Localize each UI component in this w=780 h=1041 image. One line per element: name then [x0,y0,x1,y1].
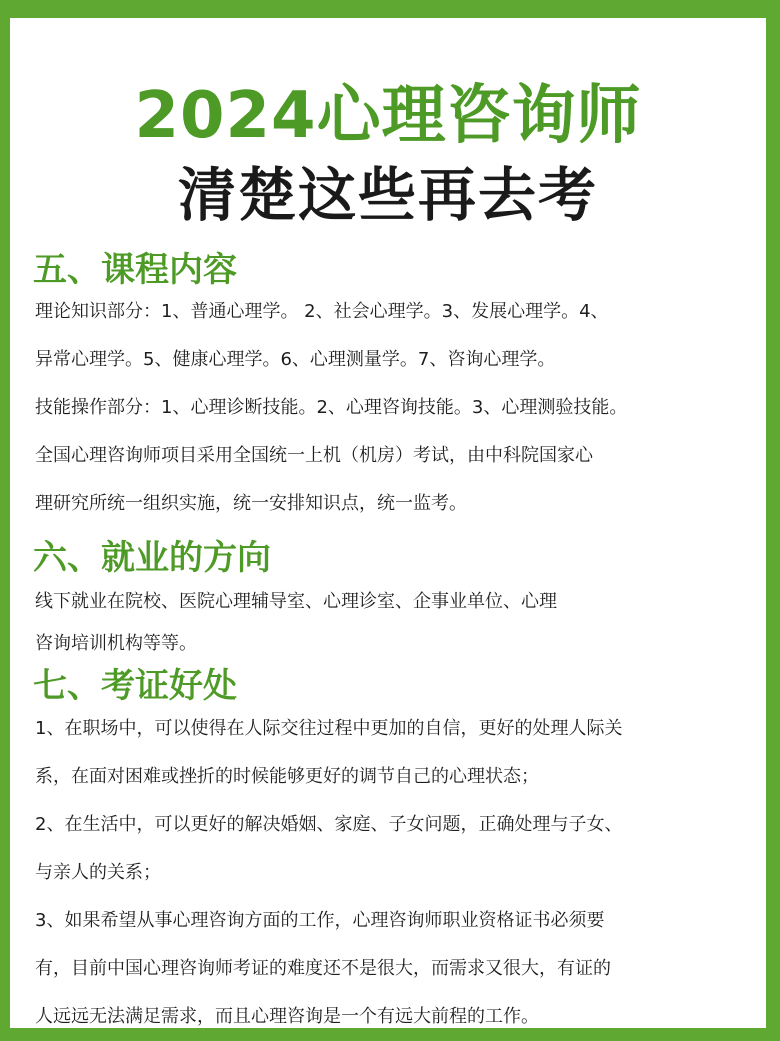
section5-heading: 五、课程内容 [33,250,237,290]
title-line-1: 2024心理咨询师 [134,79,642,153]
section7-line: 2、在生活中，可以更好的解决婚姻、家庭、子女问题，正确处理与子女、 [35,814,623,835]
section7-line: 1、在职场中，可以使得在人际交往过程中更加的自信，更好的处理人际关 [35,718,623,739]
section7-line: 人远远无法满足需求，而且心理咨询是一个有远大前程的工作。 [35,1006,539,1027]
section5-line: 技能操作部分：1、心理诊断技能。2、心理咨询技能。3、心理测验技能。 [35,397,628,418]
title-line-2: 清楚这些再去考 [177,161,598,229]
section6-body [35,581,748,665]
section5-line: 理论知识部分：1、普通心理学。 2、社会心理学。3、发展心理学。4、 [35,301,609,322]
section5-line: 异常心理学。5、健康心理学。6、心理测量学。7、咨询心理学。 [35,349,556,370]
poster-card [10,18,766,1028]
section7-line: 3、如果希望从事心理咨询方面的工作，心理咨询师职业资格证书必须要 [35,910,605,931]
section5-body [35,288,748,528]
section6-line: 线下就业在院校、医院心理辅导室、心理诊室、企事业单位、心理 [35,591,557,612]
section6-line: 咨询培训机构等等。 [35,633,197,654]
section6-heading: 六、就业的方向 [33,538,271,578]
section7-line: 有，目前中国心理咨询师考证的难度还不是很大，而需求又很大，有证的 [35,958,611,979]
section7-body [35,705,748,1041]
section5-line: 理研究所统一组织实施，统一安排知识点，统一监考。 [35,493,467,514]
section7-line: 与亲人的关系； [35,862,161,883]
section7-heading: 七、考证好处 [33,666,237,706]
section5-line: 全国心理咨询师项目采用全国统一上机（机房）考试，由中科院国家心 [35,445,593,466]
section7-line: 系，在面对困难或挫折的时候能够更好的调节自己的心理状态； [35,766,539,787]
